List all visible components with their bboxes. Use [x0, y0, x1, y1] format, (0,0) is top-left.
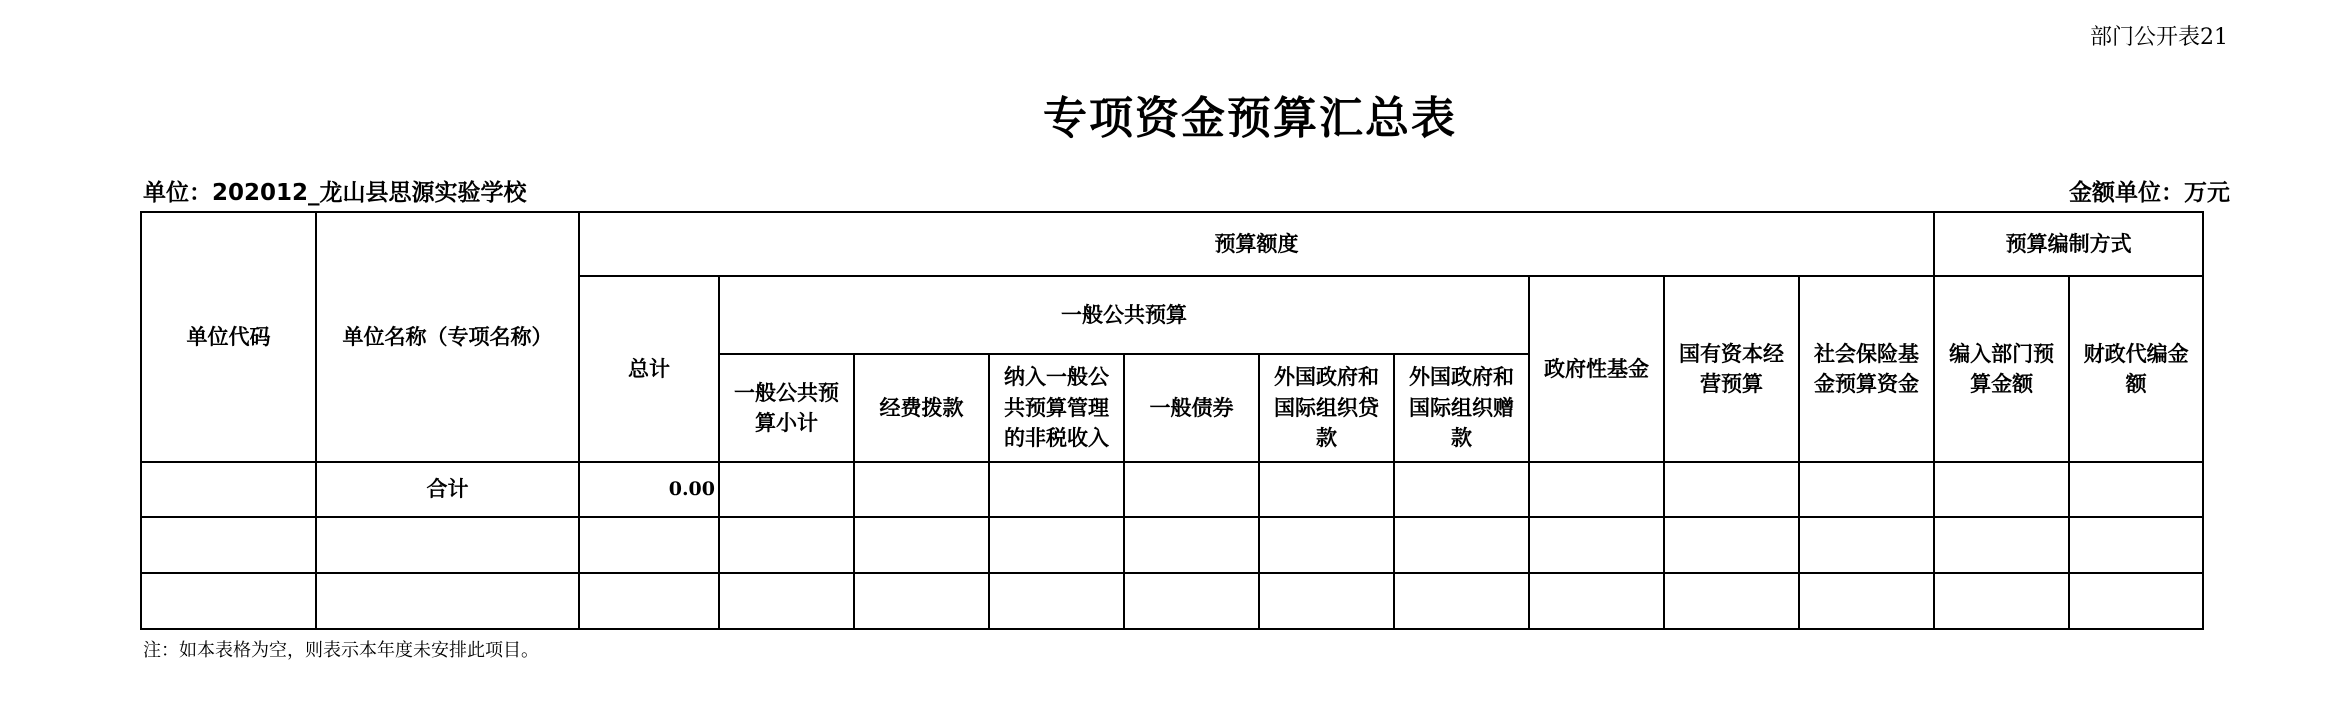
footnote: 注：如本表格为空，则表示本年度未安排此项目。: [143, 640, 539, 661]
header-dept-budget: 编入部门预算金额: [1934, 276, 2069, 462]
table-cell: [1664, 517, 1799, 573]
table-cell: [1259, 517, 1394, 573]
table-cell: [1799, 517, 1934, 573]
table-cell: [1664, 573, 1799, 629]
page-title: 专项资金预算汇总表: [1043, 93, 1457, 144]
table-cell: [719, 462, 854, 517]
table-cell: [1394, 573, 1529, 629]
table-cell: [579, 517, 719, 573]
table-row-total: [141, 462, 2203, 517]
table-row: [141, 573, 2203, 629]
table-cell: [1934, 462, 2069, 517]
table-cell: [1934, 517, 2069, 573]
table-cell-total-value: 0.00: [579, 462, 719, 517]
table-cell: [989, 573, 1124, 629]
table-cell: [1259, 462, 1394, 517]
header-unit-code: 单位代码: [141, 212, 316, 462]
table-cell-total-label: 合计: [316, 462, 579, 517]
header-general-budget: 一般公共预算: [719, 276, 1529, 354]
table-cell: [316, 517, 579, 573]
table-cell: [1799, 573, 1934, 629]
header-bond: 一般债券: [1124, 354, 1259, 462]
table-cell: [141, 517, 316, 573]
table-row: [141, 517, 2203, 573]
header-foreign-grant: 外国政府和国际组织赠款: [1394, 354, 1529, 462]
table-cell: [1529, 462, 1664, 517]
table-cell: [1124, 573, 1259, 629]
header-social-insurance: 社会保险基金预算资金: [1799, 276, 1934, 462]
header-total: 总计: [579, 276, 719, 462]
table-cell: [141, 462, 316, 517]
table-cell: [989, 462, 1124, 517]
table-cell: [854, 517, 989, 573]
form-number: 部门公开表21: [2090, 25, 2228, 50]
money-unit-label: 金额单位：万元: [2069, 180, 2230, 206]
table-cell: [719, 573, 854, 629]
budget-table: [140, 211, 2204, 630]
table-cell: [2069, 573, 2203, 629]
table-cell: [1934, 573, 2069, 629]
header-unit-name: 单位名称（专项名称）: [316, 212, 579, 462]
table-cell: [2069, 517, 2203, 573]
table-cell: [1799, 462, 1934, 517]
table-cell: [316, 573, 579, 629]
table-cell: [1394, 517, 1529, 573]
table-cell: [854, 462, 989, 517]
table-cell: [2069, 462, 2203, 517]
header-budget-method: 预算编制方式: [1934, 212, 2203, 276]
header-fiscal-agent: 财政代编金额: [2069, 276, 2203, 462]
table-cell: [1529, 517, 1664, 573]
table-cell: [1664, 462, 1799, 517]
header-nontax: 纳入一般公共预算管理的非税收入: [989, 354, 1124, 462]
header-gov-fund: 政府性基金: [1529, 276, 1664, 462]
table-cell: [1124, 462, 1259, 517]
header-appropriation: 经费拨款: [854, 354, 989, 462]
table-cell: [141, 573, 316, 629]
header-foreign-loan: 外国政府和国际组织贷款: [1259, 354, 1394, 462]
header-general-subtotal: 一般公共预算小计: [719, 354, 854, 462]
table-cell: [579, 573, 719, 629]
unit-label: 单位：202012_龙山县思源实验学校: [143, 180, 527, 206]
table-cell: [1259, 573, 1394, 629]
table-cell: [1394, 462, 1529, 517]
table-cell: [989, 517, 1124, 573]
table-cell: [1529, 573, 1664, 629]
header-budget-amount: 预算额度: [579, 212, 1934, 276]
table-cell: [1124, 517, 1259, 573]
table-cell: [719, 517, 854, 573]
table-cell: [854, 573, 989, 629]
header-state-capital: 国有资本经营预算: [1664, 276, 1799, 462]
